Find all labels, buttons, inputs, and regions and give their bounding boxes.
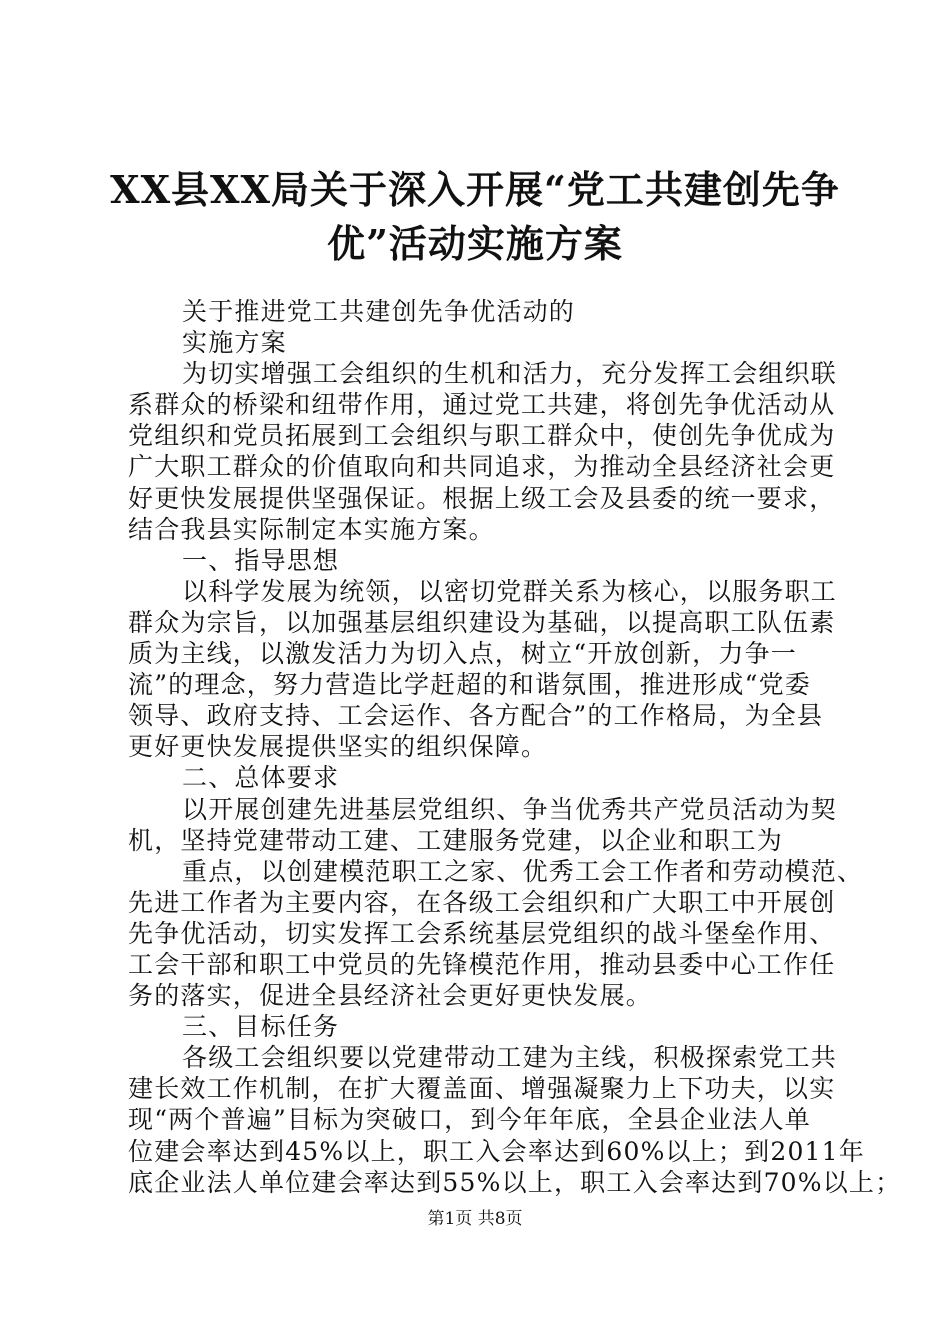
document-title-line-2: 优”活动实施方案 (327, 221, 623, 266)
text-line: 流”的理念，努力营造比学赶超的和谐氛围，推进形成“党委 (128, 670, 811, 700)
text-line: 位建会率达到45%以上，职工入会率达到60%以上；到2011年 (128, 1136, 865, 1166)
text-line: 以开展创建先进基层党组织、争当优秀共产党员活动为契 (182, 794, 838, 824)
text-line: 以科学发展为统领，以密切党群关系为核心，以服务职工 (182, 576, 838, 606)
text-line: 广大职工群众的价值取向和共同追求，为推动全县经济社会更 (128, 452, 836, 482)
text-line: 先进工作者为主要内容，在各级工会组织和广大职工中开展创 (128, 887, 836, 917)
text-line: 结合我县实际制定本实施方案。 (128, 514, 495, 544)
text-line: 底企业法人单位建会率达到55%以上，职工入会率达到70%以上； (128, 1167, 902, 1197)
text-line: 系群众的桥梁和纽带作用，通过党工共建，将创先争优活动从 (128, 390, 836, 420)
text-line: 机，坚持党建带动工建、工建服务党建，以企业和职工为 (128, 825, 784, 855)
text-line: 质为主线，以激发活力为切入点，树立“开放创新，力争一 (128, 639, 797, 669)
text-line: 为切实增强工会组织的生机和活力，充分发挥工会组织联 (182, 359, 838, 389)
text-line: 好更快发展提供坚强保证。根据上级工会及县委的统一要求， (128, 483, 836, 513)
text-line: 建长效工作机制，在扩大覆盖面、增强凝聚力上下功夫，以实 (128, 1074, 836, 1104)
page-footer: 第1页 共8页 (427, 1209, 523, 1229)
text-line: 先争优活动，切实发挥工会系统基层党组织的战斗堡垒作用、 (128, 918, 836, 948)
text-line: 二、总体要求 (182, 763, 340, 793)
text-line: 务的落实，促进全县经济社会更好更快发展。 (128, 981, 653, 1011)
text-line: 三、目标任务 (182, 1012, 340, 1042)
document-body (128, 296, 902, 1198)
text-line: 领导、政府支持、工会运作、各方配合”的工作格局，为全县 (128, 701, 824, 731)
text-line: 更好更快发展提供坚实的组织保障。 (128, 732, 548, 762)
text-line: 工会干部和职工中党员的先锋模范作用，推动县委中心工作任 (128, 949, 836, 979)
text-line: 党组织和党员拓展到工会组织与职工群众中，使创先争优成为 (128, 421, 836, 451)
text-line: 现“两个普遍”目标为突破口，到今年年底，全县企业法人单 (128, 1105, 811, 1135)
text-line: 实施方案 (182, 328, 287, 358)
text-line: 关于推进党工共建创先争优活动的 (182, 297, 576, 326)
text-line: 各级工会组织要以党建带动工建为主线，积极探索党工共 (182, 1043, 838, 1073)
text-line: 一、指导思想 (182, 545, 340, 575)
text-line: 重点，以创建模范职工之家、优秀工会工作者和劳动模范、 (182, 856, 864, 886)
text-line: 群众为宗旨，以加强基层组织建设为基础，以提高职工队伍素 (128, 607, 836, 637)
document-title-line-1: XX县XX局关于深入开展“党工共建创先争 (110, 167, 840, 212)
